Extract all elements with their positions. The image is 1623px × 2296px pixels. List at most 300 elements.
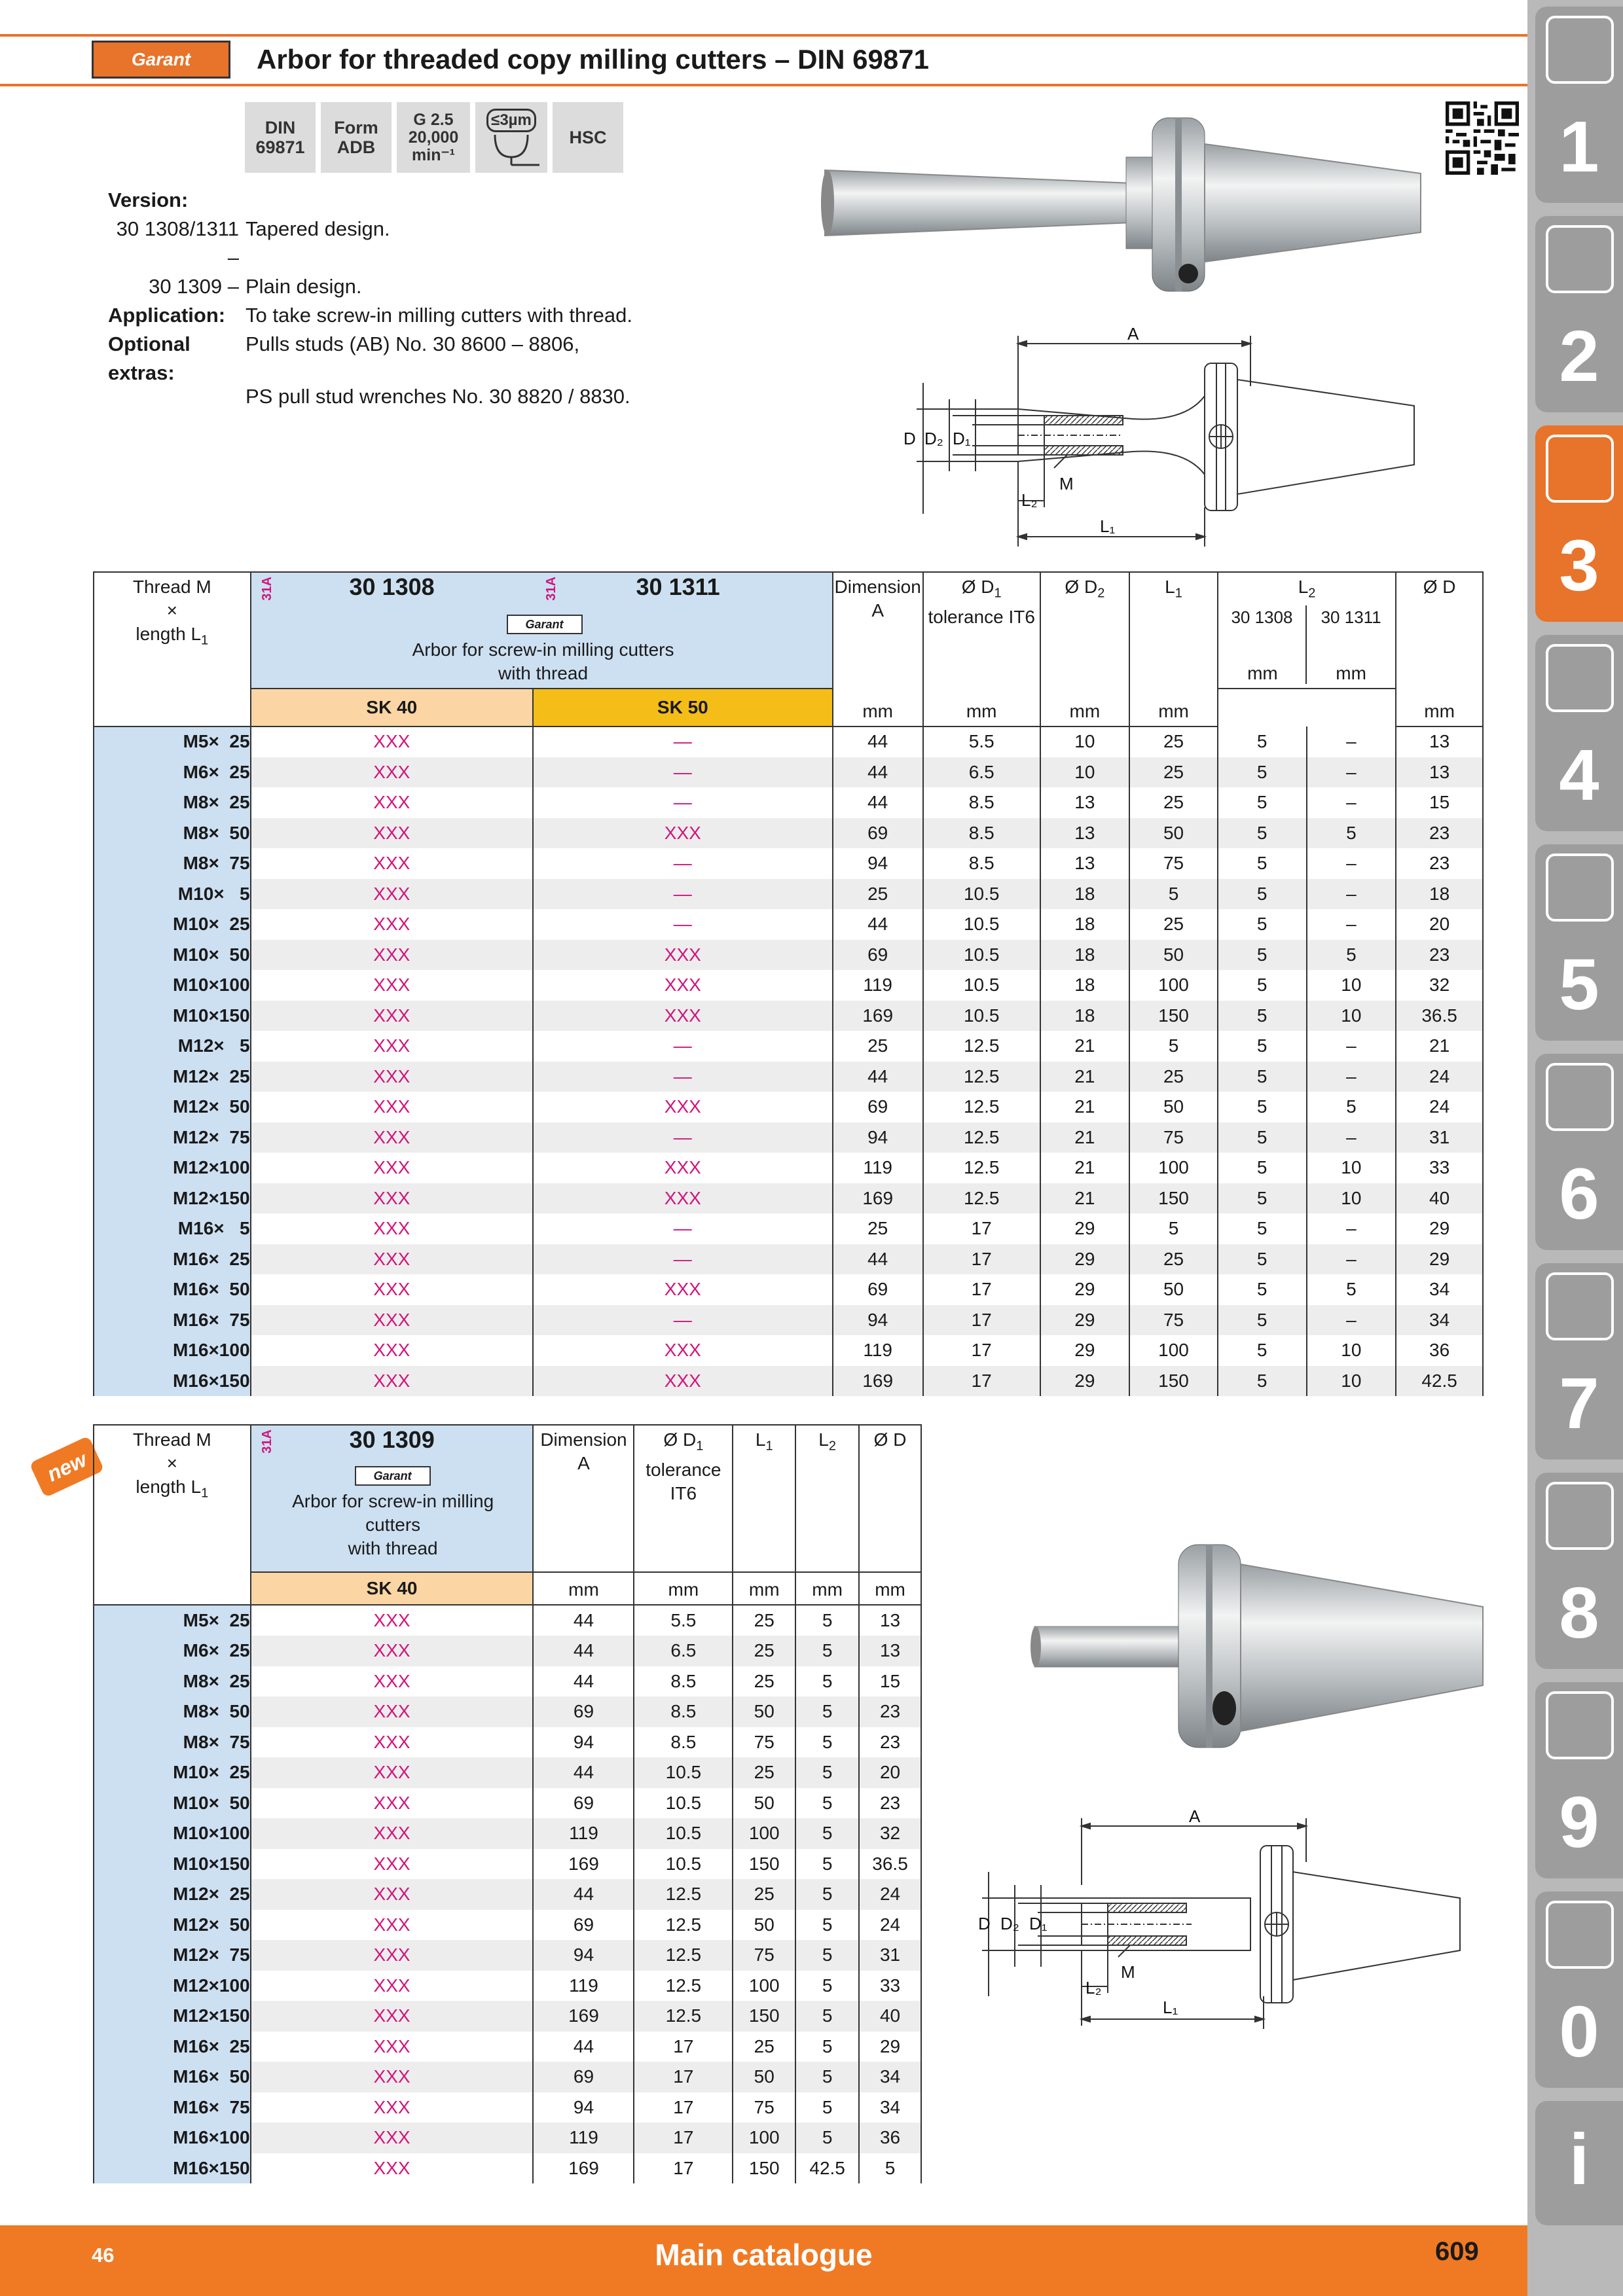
value-cell: 21	[1040, 1153, 1130, 1183]
availability-cell: XXX	[251, 848, 534, 879]
brand-logo: Garant	[92, 41, 230, 79]
thread-size-cell: M12× 25	[94, 1879, 251, 1910]
chapter-tab-5[interactable]	[1535, 844, 1623, 1041]
value-cell: –	[1307, 1062, 1396, 1092]
thread-size-cell: M12×100	[94, 1153, 251, 1183]
thread-size-cell: M12× 5	[94, 1031, 251, 1062]
badge-hsc: HSC	[553, 102, 623, 173]
value-cell: 10.5	[634, 1757, 733, 1788]
availability-cell: XXX	[251, 1818, 534, 1849]
table-row	[94, 2001, 921, 2032]
value-cell: 100	[733, 2123, 795, 2153]
header-d: Ø D	[859, 1425, 921, 1572]
table-row	[94, 1696, 921, 1727]
table-row	[94, 970, 1483, 1001]
thread-size-cell: M16×100	[94, 2123, 251, 2153]
value-cell: 169	[533, 1849, 634, 1880]
value-cell: 50	[1129, 818, 1218, 849]
unit-label: mm	[1069, 701, 1101, 721]
table-row	[94, 1062, 1483, 1092]
table-row	[94, 1757, 921, 1788]
header-sk40: SK 40	[251, 689, 534, 726]
pliers-icon	[1546, 1272, 1614, 1340]
availability-cell: XXX	[251, 1971, 534, 2001]
value-cell: 17	[923, 1213, 1040, 1244]
value-cell: 44	[833, 1244, 923, 1275]
table-row	[94, 2032, 921, 2062]
value-cell: 5	[1218, 1244, 1307, 1275]
chapter-tab-9[interactable]	[1535, 1682, 1623, 1878]
availability-cell: XXX	[251, 1031, 534, 1062]
value-cell: 5	[1218, 848, 1307, 879]
value-cell: 24	[859, 1910, 921, 1941]
availability-cell: XXX	[251, 2123, 534, 2153]
availability-cell: XXX	[251, 1940, 534, 1971]
value-cell: 17	[634, 2032, 733, 2062]
value-cell: 17	[634, 2123, 733, 2153]
dim-label-m: M	[1121, 1962, 1135, 1982]
value-cell: 25	[1129, 787, 1218, 818]
runout-icon	[482, 134, 541, 166]
wrench-icon	[1546, 1063, 1614, 1131]
value-cell: 5	[1307, 818, 1396, 849]
availability-cell: XXX	[251, 909, 534, 940]
availability-cell: XXX	[251, 1244, 534, 1275]
value-cell: 24	[1396, 1062, 1483, 1092]
value-cell: 25	[833, 879, 923, 910]
value-cell: 150	[733, 2153, 795, 2184]
thread-size-cell: M10× 5	[94, 879, 251, 910]
value-cell: 23	[859, 1696, 921, 1727]
value-cell: 5	[795, 1788, 859, 1819]
availability-cell: XXX	[251, 1788, 534, 1819]
value-cell: 69	[833, 940, 923, 971]
table-row	[94, 1636, 921, 1666]
value-cell: 25	[833, 1213, 923, 1244]
availability-cell: XXX	[251, 2032, 534, 2062]
availability-cell: —	[533, 879, 832, 910]
table-row	[94, 940, 1483, 971]
value-cell: 94	[533, 2092, 634, 2123]
value-cell: 5	[795, 2032, 859, 2062]
value-cell: 18	[1040, 909, 1130, 940]
value-cell: 10	[1307, 1001, 1396, 1031]
availability-cell: —	[533, 787, 832, 818]
thread-size-cell: M10×150	[94, 1849, 251, 1880]
value-cell: 44	[533, 2032, 634, 2062]
availability-cell: XXX	[251, 1727, 534, 1758]
value-cell: 36	[1396, 1335, 1483, 1366]
value-cell: 23	[1396, 940, 1483, 971]
product-code-301309: 30 1309	[349, 1426, 435, 1453]
table-row	[94, 1183, 1483, 1214]
header-rule-top	[0, 34, 1527, 37]
value-cell: 5	[1307, 1274, 1396, 1305]
availability-cell: —	[533, 726, 832, 757]
value-cell: 50	[1129, 940, 1218, 971]
value-cell: 12.5	[923, 1183, 1040, 1214]
availability-cell: XXX	[251, 2062, 534, 2092]
drill-icon	[1546, 16, 1614, 84]
workbench-icon	[1546, 1482, 1614, 1550]
table-row	[94, 2092, 921, 2123]
table-tapered-body	[94, 726, 1483, 1396]
value-cell: 119	[533, 1971, 634, 2001]
value-cell: 12.5	[634, 2001, 733, 2032]
new-badge: new	[29, 1436, 104, 1498]
qr-code	[1446, 101, 1519, 175]
value-cell: 29	[1040, 1274, 1130, 1305]
chapter-tab-8[interactable]	[1535, 1473, 1623, 1669]
value-cell: 5	[1218, 970, 1307, 1001]
value-cell: 23	[859, 1788, 921, 1819]
value-cell: 21	[1040, 1062, 1130, 1092]
value-cell: 44	[533, 1605, 634, 1636]
technical-drawing-tapered	[903, 324, 1427, 550]
value-cell: 5.5	[634, 1605, 733, 1636]
value-cell: 5	[1218, 1305, 1307, 1336]
chapter-tab-i[interactable]	[1535, 2101, 1623, 2225]
value-cell: 29	[1040, 1305, 1130, 1336]
value-cell: 5	[1307, 1092, 1396, 1122]
product-code-301308: 30 1308	[349, 573, 435, 600]
thread-size-cell: M5× 25	[94, 726, 251, 757]
thread-size-cell: M5× 25	[94, 1605, 251, 1636]
value-cell: 94	[533, 1940, 634, 1971]
availability-cell: XXX	[251, 1001, 534, 1031]
chapter-number: 5	[1559, 944, 1599, 1025]
value-cell: 5	[795, 2001, 859, 2032]
value-cell: 32	[859, 1818, 921, 1849]
thread-size-cell: M8× 25	[94, 787, 251, 818]
chapter-tab-2[interactable]	[1535, 216, 1623, 412]
value-cell: 18	[1040, 940, 1130, 971]
value-cell: 5	[1218, 1122, 1307, 1153]
value-cell: 50	[1129, 1092, 1218, 1122]
value-cell: 20	[859, 1757, 921, 1788]
table-row	[94, 1666, 921, 1697]
dim-label-d1: D₁	[953, 429, 971, 448]
availability-cell: XXX	[533, 1274, 832, 1305]
dim-label-l1: L₁	[1163, 1998, 1178, 2017]
table-row	[94, 879, 1483, 910]
availability-cell: XXX	[251, 1213, 534, 1244]
thread-size-cell: M8× 50	[94, 1696, 251, 1727]
availability-cell: —	[533, 1213, 832, 1244]
value-cell: 100	[733, 1971, 795, 2001]
dim-label-a: A	[1189, 1806, 1201, 1826]
value-cell: 12.5	[923, 1153, 1040, 1183]
chapter-tab-7[interactable]	[1535, 1263, 1623, 1460]
value-cell: 5	[795, 2123, 859, 2153]
chapter-number: 9	[1559, 1782, 1599, 1863]
thread-size-cell: M16× 50	[94, 1274, 251, 1305]
chapter-tab-4[interactable]	[1535, 635, 1623, 831]
value-cell: 5	[795, 2062, 859, 2092]
chapter-number: 0	[1559, 1992, 1599, 2072]
value-cell: 21	[1040, 1122, 1130, 1153]
footer-left-number: 46	[92, 2244, 115, 2267]
value-cell: 169	[833, 1001, 923, 1031]
thread-size-cell: M16× 25	[94, 1244, 251, 1275]
availability-cell: XXX	[251, 787, 534, 818]
value-cell: 94	[833, 848, 923, 879]
availability-cell: XXX	[251, 1122, 534, 1153]
value-cell: 24	[1396, 1092, 1483, 1122]
value-cell: 44	[833, 1062, 923, 1092]
value-cell: 17	[923, 1366, 1040, 1397]
unit-label: mm mm	[1247, 663, 1366, 683]
value-cell: 69	[833, 1092, 923, 1122]
value-cell: 40	[1396, 1183, 1483, 1214]
table-row	[94, 1274, 1483, 1305]
table-row	[94, 1788, 921, 1819]
value-cell: 10	[1307, 1183, 1396, 1214]
value-cell: 31	[1396, 1122, 1483, 1153]
thread-size-cell: M16× 75	[94, 2092, 251, 2123]
availability-cell: XXX	[251, 1910, 534, 1941]
table-row	[94, 1940, 921, 1971]
header-dimension-a: Dimension A mm	[833, 572, 923, 726]
thread-size-cell: M12× 25	[94, 1062, 251, 1092]
dim-label-m: M	[1059, 474, 1074, 493]
value-cell: 13	[1040, 787, 1130, 818]
thread-size-cell: M16×100	[94, 1335, 251, 1366]
availability-cell: XXX	[533, 1335, 832, 1366]
value-cell: 150	[1129, 1183, 1218, 1214]
value-cell: 44	[833, 757, 923, 788]
value-cell: 10	[1307, 970, 1396, 1001]
value-cell: 5	[795, 1636, 859, 1666]
value-cell: 119	[833, 1153, 923, 1183]
availability-cell: XXX	[251, 1153, 534, 1183]
value-cell: 5	[795, 2092, 859, 2123]
availability-cell: —	[533, 1305, 832, 1336]
availability-cell: XXX	[533, 1366, 832, 1397]
value-cell: 29	[1040, 1335, 1130, 1366]
dim-label-l2: L₂	[1085, 1978, 1102, 1998]
value-cell: 17	[923, 1274, 1040, 1305]
chapter-tab-6[interactable]	[1535, 1054, 1623, 1250]
availability-cell: XXX	[533, 818, 832, 849]
value-cell: 34	[1396, 1305, 1483, 1336]
availability-cell: —	[533, 848, 832, 879]
value-cell: 44	[833, 909, 923, 940]
value-cell: 29	[1040, 1244, 1130, 1275]
value-cell: 5	[795, 1727, 859, 1758]
thread-size-cell: M12× 50	[94, 1910, 251, 1941]
value-cell: 10.5	[923, 1001, 1040, 1031]
product-photo-plain	[1021, 1538, 1493, 1761]
thread-size-cell: M10× 50	[94, 1788, 251, 1819]
value-cell: 13	[1040, 818, 1130, 849]
value-cell: 5	[1218, 1213, 1307, 1244]
availability-cell: XXX	[251, 818, 534, 849]
cabinet-icon	[1546, 1691, 1614, 1759]
availability-cell: XXX	[251, 1636, 534, 1666]
table-row	[94, 1910, 921, 1941]
table-row	[94, 1818, 921, 1849]
value-cell: 44	[533, 1666, 634, 1697]
value-cell: 50	[733, 1696, 795, 1727]
value-cell: 23	[1396, 818, 1483, 849]
value-cell: 10.5	[923, 879, 1040, 910]
value-cell: 5	[1129, 879, 1218, 910]
value-cell: 5	[1218, 787, 1307, 818]
table-row	[94, 848, 1483, 879]
availability-cell: XXX	[251, 1183, 534, 1214]
value-cell: 5	[795, 1971, 859, 2001]
value-cell: 8.5	[634, 1696, 733, 1727]
value-cell: 12.5	[634, 1910, 733, 1941]
value-cell: 5	[1218, 940, 1307, 971]
availability-cell: XXX	[251, 1366, 534, 1397]
dim-label-l1: L₁	[1100, 516, 1116, 536]
value-cell: 94	[833, 1122, 923, 1153]
value-cell: 10	[1040, 757, 1130, 788]
chapter-number: 7	[1559, 1363, 1599, 1444]
value-cell: 17	[923, 1305, 1040, 1336]
dim-label-d: D	[978, 1914, 991, 1933]
value-cell: 69	[533, 1910, 634, 1941]
thread-size-cell: M12×150	[94, 2001, 251, 2032]
value-cell: 69	[533, 1696, 634, 1727]
table-row	[94, 726, 1483, 757]
value-cell: 5	[1218, 1274, 1307, 1305]
header-rule-bottom	[0, 84, 1527, 86]
chapter-tabs	[1527, 0, 1623, 2296]
table-row	[94, 757, 1483, 788]
value-cell: 5	[1218, 1335, 1307, 1366]
product-code-301311: 30 1311	[636, 573, 720, 600]
product-photo-tapered	[818, 98, 1434, 314]
table-plain-arbors: Thread M × length $L_1$ 31A 30 1309 Garant Arbor for screw-in milling cutters with thread Dimension A Ø $D_1$ tolerance IT6 $L_1$ $L_2$ Ø D SK 40 mm mm mm mm mm M5× 25 XXX 44 5.5 25 5 13 M6× 25 XXX 44 6.5 25 5 13 M8× 25 XXX 44 8.5 25 5 15 M8× 50 XXX 69 8.5 50 5 23 M8× 75 XXX 94 8.5 75 5 23 M10× 25 XXX 44 10.5 25 5 20 M10× 50 XXX 69 10.5 50 5 23 M10×100 XXX 119 10.5 100 5 32 M10×150 XXX 169 10.5 150 5 36.5 M12× 25 XXX 44 12.5 25 5 24 M12× 50 XXX 69 12.5 50 5 24 M12× 75 XXX 94 12.5 75 5 31 M12×100 XXX 119 12.5 100 5 33 M12×150 XXX 169 12.5 150 5 40 M16× 25 XXX 44 17 25 5 29 M16× 50 XXX 69 17 50 5 34 M16× 75 XXX 94 17 75 5 34 M16×100 XXX 119 17 100 5 36 M16×150 XXX 169 17 150 42.5 5	[93, 1424, 922, 2183]
table-row	[94, 1727, 921, 1758]
value-cell: 40	[859, 2001, 921, 2032]
availability-cell: XXX	[251, 1696, 534, 1727]
value-cell: 8.5	[923, 818, 1040, 849]
header-thread: Thread M × length $L_1$	[94, 572, 251, 726]
value-cell: 36.5	[1396, 1001, 1483, 1031]
table-row	[94, 787, 1483, 818]
tool-holder-icon	[1546, 435, 1614, 503]
value-cell: 5	[1218, 757, 1307, 788]
chapter-number: 6	[1559, 1154, 1599, 1234]
value-cell: 23	[859, 1727, 921, 1758]
chapter-number: 2	[1559, 316, 1599, 397]
value-cell: 25	[1129, 1062, 1218, 1092]
availability-cell: XXX	[533, 940, 832, 971]
availability-cell: XXX	[533, 1092, 832, 1122]
value-cell: 94	[533, 1727, 634, 1758]
value-cell: 21	[1040, 1031, 1130, 1062]
value-cell: 25	[733, 1879, 795, 1910]
value-cell: –	[1307, 726, 1396, 757]
thread-size-cell: M12×100	[94, 1971, 251, 2001]
value-cell: –	[1307, 1244, 1396, 1275]
thread-size-cell: M10×100	[94, 970, 251, 1001]
value-cell: 75	[1129, 848, 1218, 879]
value-cell: 5	[1218, 726, 1307, 757]
value-cell: 169	[833, 1366, 923, 1397]
header-product-group: 31A 30 1308 31A 30 1311 Garant Arbor for screw-in milling cutters with thread	[251, 572, 833, 689]
thread-size-cell: M16×150	[94, 2153, 251, 2184]
chapter-number: i	[1569, 2119, 1590, 2200]
value-cell: 25	[1129, 909, 1218, 940]
value-cell: 5	[1129, 1213, 1218, 1244]
value-cell: 13	[1396, 757, 1483, 788]
thread-size-cell: M8× 50	[94, 818, 251, 849]
header-d2: Ø $D_2$ mm	[1040, 572, 1130, 726]
value-cell: 20	[1396, 909, 1483, 940]
availability-cell: XXX	[251, 1335, 534, 1366]
value-cell: 5	[1129, 1031, 1218, 1062]
availability-cell: XXX	[251, 2092, 534, 2123]
value-cell: 69	[833, 1274, 923, 1305]
chapter-tab-3[interactable]	[1535, 425, 1623, 622]
value-cell: 36	[859, 2123, 921, 2153]
value-cell: 33	[859, 1971, 921, 2001]
value-cell: 10.5	[923, 940, 1040, 971]
header-dimension-a: Dimension A	[533, 1425, 634, 1572]
value-cell: –	[1307, 1031, 1396, 1062]
thread-size-cell: M16× 5	[94, 1213, 251, 1244]
header-l1: $L_1$ mm	[1129, 572, 1218, 726]
availability-cell: XXX	[251, 1605, 534, 1636]
value-cell: 34	[859, 2062, 921, 2092]
value-cell: 5	[795, 1818, 859, 1849]
value-cell: 5	[1218, 1092, 1307, 1122]
chapter-tab-1[interactable]	[1535, 7, 1623, 203]
value-cell: –	[1307, 879, 1396, 910]
thread-size-cell: M10× 50	[94, 940, 251, 971]
page-number: 609	[1435, 2237, 1479, 2266]
table-tapered-arbors	[93, 571, 1484, 1396]
availability-cell: XXX	[251, 1274, 534, 1305]
garant-mini-logo: Garant	[507, 615, 583, 634]
value-cell: 50	[733, 1910, 795, 1941]
value-cell: 33	[1396, 1153, 1483, 1183]
dim-label-a: A	[1127, 324, 1139, 344]
value-cell: 150	[733, 1849, 795, 1880]
value-cell: 10.5	[634, 1849, 733, 1880]
value-cell: 5	[795, 1605, 859, 1636]
value-cell: 8.5	[634, 1666, 733, 1697]
availability-cell: —	[533, 1244, 832, 1275]
header-sk50: SK 50	[533, 689, 832, 726]
availability-cell: XXX	[251, 970, 534, 1001]
table-row	[94, 1305, 1483, 1336]
value-cell: 5.5	[923, 726, 1040, 757]
value-cell: 169	[533, 2001, 634, 2032]
header-d: Ø D mm	[1396, 572, 1483, 726]
value-cell: 44	[833, 726, 923, 757]
thread-size-cell: M16×150	[94, 1366, 251, 1397]
value-cell: 5	[1218, 1062, 1307, 1092]
table-row	[94, 1092, 1483, 1122]
value-cell: 32	[1396, 970, 1483, 1001]
header-l1: $L_1$	[733, 1425, 795, 1572]
value-cell: 12.5	[634, 1971, 733, 2001]
value-cell: 169	[833, 1183, 923, 1214]
availability-cell: XXX	[251, 726, 534, 757]
availability-cell: —	[533, 1122, 832, 1153]
badge-runout: ≤3µm	[475, 102, 547, 173]
value-cell: 13	[1396, 726, 1483, 757]
value-cell: 25	[1129, 1244, 1218, 1275]
value-cell: –	[1307, 1305, 1396, 1336]
chapter-tab-0[interactable]	[1535, 1892, 1623, 2088]
